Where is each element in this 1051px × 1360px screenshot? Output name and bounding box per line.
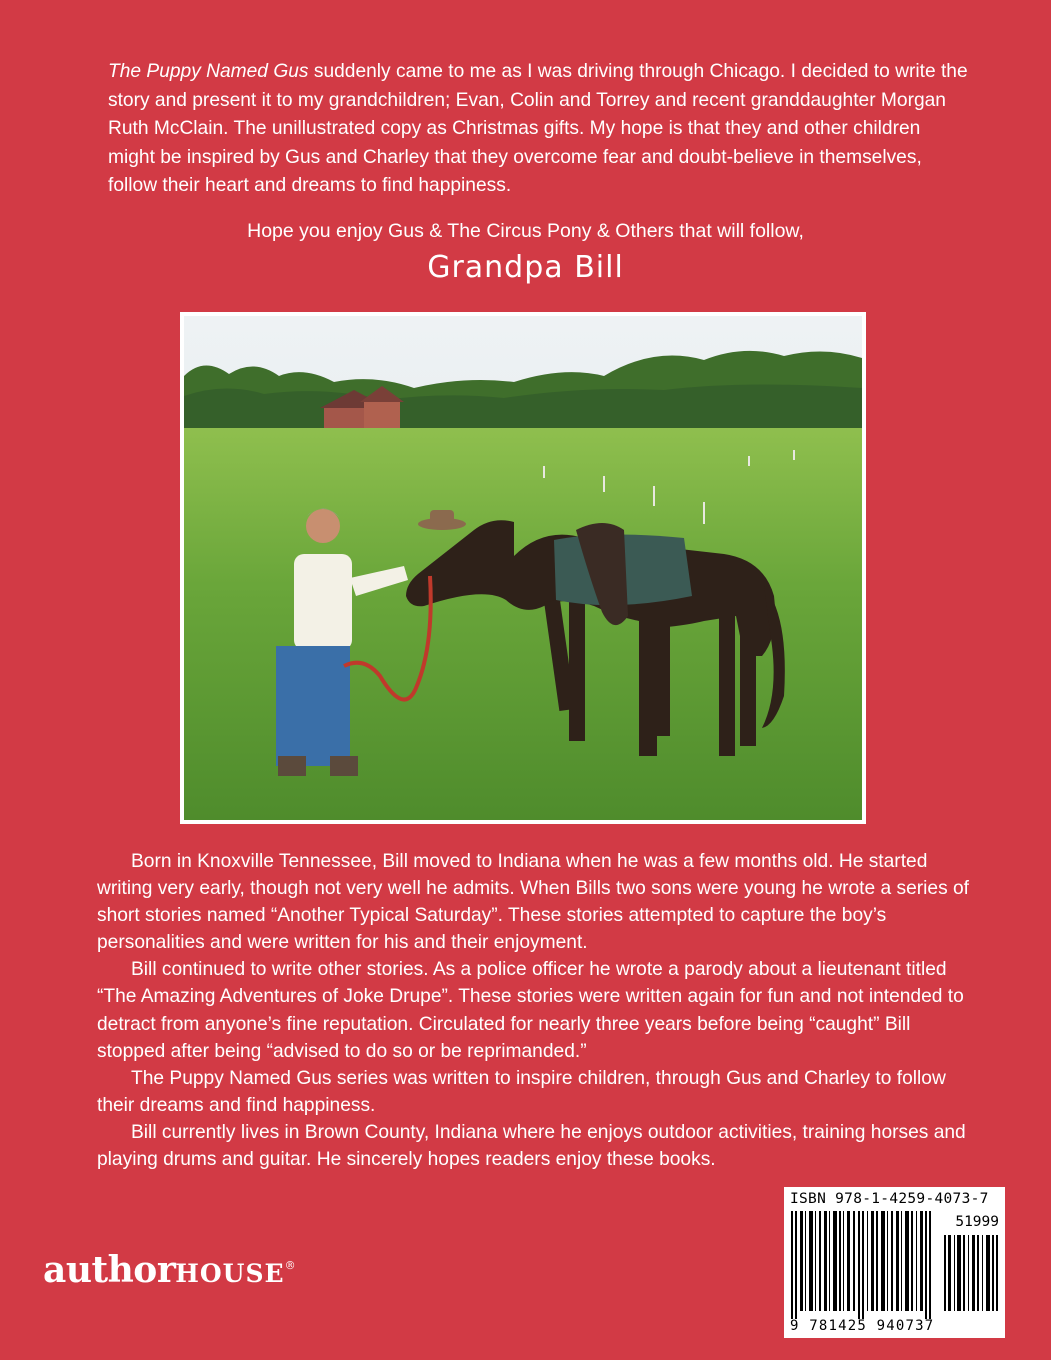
logo-author: author — [43, 1249, 176, 1291]
addon-barcode-bars — [944, 1235, 1000, 1311]
author-photo — [180, 312, 866, 824]
intro-text: suddenly came to me as I was driving through Chicago. I decided to write the story and present it to my grandchildren; Evan, Colin and Torrey and recent granddaughter Morgan Ruth McClain. The unillustrated copy as Christmas gifts. My hope is that they and other children might be inspired by Gus and Charley that they overcome fear and doubt-believe in themselves, follow their heart and dreams to find happiness. — [108, 61, 968, 196]
bio-paragraph: Bill continued to write other stories. As a police officer he wrote a parody about a lieutenant titled “The Amazing Adventures of Joke Drupe”. These stories were written again for fun and not intended to detract from anyone’s fine reputation. Circulated for nearly three years before being “caught” Bill stopped after being “advised to do so or be reprimanded.” — [97, 959, 964, 1062]
bio-paragraph: Bill currently lives in Brown County, Indiana where he enjoys outdoor activities, training horses and playing drums and guitar. He sincerely hopes readers enjoy these books. — [97, 1121, 966, 1171]
registered-mark: ® — [284, 1259, 296, 1272]
closing-line: Hope you enjoy Gus & The Circus Pony & Others that will follow, — [247, 220, 804, 242]
price-code: 51999 — [955, 1214, 999, 1230]
isbn-number: ISBN 978-1-4259-4073-7 — [790, 1191, 989, 1207]
ean-digits: 9 781425 940737 — [790, 1318, 935, 1334]
barcode-bars — [791, 1211, 941, 1319]
book-title: The Puppy Named Gus — [108, 61, 309, 82]
bio-paragraph: The Puppy Named Gus series was written to inspire children, through Gus and Charley to follow their dreams and find happiness. — [97, 1067, 946, 1116]
isbn-barcode — [784, 1187, 1005, 1338]
signature: Grandpa Bill — [427, 250, 624, 285]
authorhouse-logo — [43, 1249, 295, 1291]
logo-house: HOUSE — [175, 1259, 285, 1288]
author-with-horse-photo — [184, 316, 862, 820]
bio-paragraph: Born in Knoxville Tennessee, Bill moved to Indiana when he was a few months old. He started writing very early, though not very well he admits. When Bills two sons were young he wrote a series of short stories named “Another Typical Saturday”. These stories attempted to capture the boy’s personalities and were written for his and their enjoyment. — [97, 851, 969, 954]
intro-paragraph — [108, 58, 968, 201]
author-bio — [97, 848, 977, 1173]
